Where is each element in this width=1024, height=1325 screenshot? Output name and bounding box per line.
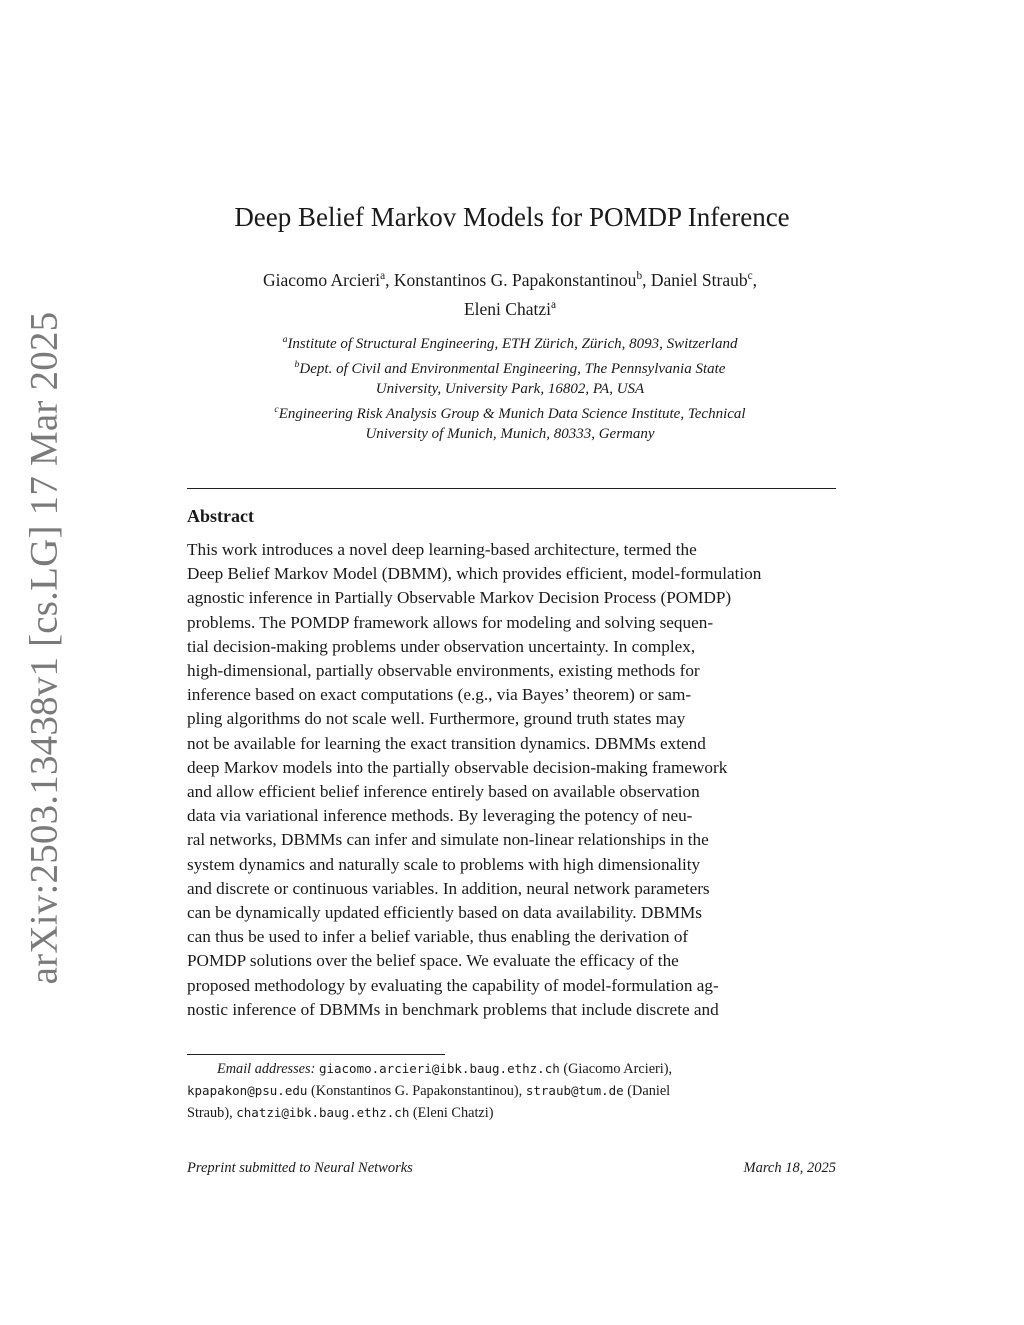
arxiv-sidebar-stamp: arXiv:2503.13438v1 [cs.LG] 17 Mar 2025 <box>22 311 66 985</box>
affiliation-a: $^a$Institute of Structural Engineering, ETH Zürich, Zürich, 8093, Switzerland <box>282 334 738 352</box>
footnote-line: Straub), chatzi@ibk.baug.ethz.ch (Eleni Chatzi) <box>187 1105 494 1121</box>
abstract-line: This work introduces a novel deep learning-based architecture, termed the <box>187 540 697 559</box>
affiliation-c-cont: University of Munich, Munich, 80333, Germany <box>365 426 655 442</box>
author-name: Daniel Straub <box>650 269 748 290</box>
email-link[interactable]: chatzi@ibk.baug.ethz.ch <box>236 1105 410 1120</box>
author-affil-mark: a <box>550 298 557 311</box>
paper-title: Deep Belief Markov Models for POMDP Inference <box>234 202 790 232</box>
email-link[interactable]: kpapakon@psu.edu <box>187 1083 308 1098</box>
footnote-line: kpapakon@psu.edu (Konstantinos G. Papakonstantinou), straub@tum.de (Daniel <box>187 1083 671 1099</box>
author-affil-mark: b <box>636 270 643 282</box>
affiliation-b-cont: University, University Park, 16802, PA, USA <box>375 381 645 397</box>
abstract-line: inference based on exact computations (e.g., via Bayes’ theorem) or sam- <box>187 685 692 705</box>
abstract-line: high-dimensional, partially observable environments, existing methods for <box>187 661 700 681</box>
footnote-rule <box>187 1054 445 1055</box>
abstract-line: problems. The POMDP framework allows for modeling and solving sequen- <box>187 612 714 632</box>
abstract-heading: Abstract <box>187 506 254 526</box>
email-footnote <box>187 1058 836 1124</box>
abstract-line: agnostic inference in Partially Observable Markov Decision Process (POMDP) <box>187 588 732 608</box>
abstract-line: pling algorithms do not scale well. Furthermore, ground truth states may <box>187 709 686 729</box>
abstract-line: POMDP solutions over the belief space. We evaluate the efficacy of the <box>187 951 679 971</box>
abstract-line: tial decision-making problems under observation uncertainty. In complex, <box>187 636 696 656</box>
abstract-line: system dynamics and naturally scale to problems with high dimensionality <box>187 854 701 874</box>
author-name: Eleni Chatzi <box>463 298 551 319</box>
abstract-line: and discrete or continuous variables. In addition, neural network parameters <box>187 878 710 898</box>
affiliation-b: $^b$Dept. of Civil and Environmental Engineering, The Pennsylvania State <box>294 358 726 377</box>
author-name: Konstantinos G. Papakonstantinou <box>393 269 637 290</box>
author-affil-mark: c <box>747 270 753 282</box>
abstract-line: deep Markov models into the partially observable decision-making framework <box>187 757 728 777</box>
abstract-line: ral networks, DBMMs can infer and simulate non-linear relationships in the <box>187 830 709 850</box>
affiliation-list <box>190 330 830 445</box>
abstract-line: not be available for learning the exact transition dynamics. DBMMs extend <box>187 733 706 753</box>
author-name: Giacomo Arcieri <box>262 269 381 290</box>
abstract-line: nostic inference of DBMMs in benchmark problems that include discrete and <box>187 999 719 1019</box>
footnote-line: Email addresses: giacomo.arcieri@ibk.baug.ethz.ch (Giacomo Arcieri), <box>217 1061 673 1077</box>
author-affil-mark: a <box>380 270 386 282</box>
abstract-line: can thus be used to infer a belief variable, thus enabling the derivation of <box>187 927 689 947</box>
abstract-line: and allow efficient belief inference entirely based on available observation <box>187 782 700 802</box>
abstract-line: proposed methodology by evaluating the capability of model-formulation ag- <box>187 975 719 995</box>
affiliation-c: $^c$Engineering Risk Analysis Group & Munich Data Science Institute, Technical <box>274 403 746 422</box>
email-link[interactable]: straub@tum.de <box>525 1083 624 1098</box>
abstract-line: data via variational inference methods. By leveraging the potency of neu- <box>187 806 693 826</box>
email-label: Email addresses: <box>217 1061 316 1077</box>
abstract-line: Deep Belief Markov Model (DBMM), which provides efficient, model-formulation <box>187 564 762 584</box>
preprint-date: March 18, 2025 <box>743 1160 836 1176</box>
abstract-line: can be dynamically updated efficiently based on data availability. DBMMs <box>187 903 702 923</box>
preprint-note: Preprint submitted to Neural Networks <box>187 1160 413 1176</box>
abstract-top-rule <box>187 488 836 489</box>
author-list: Giacomo Arcieri$^a$, Konstantinos G. Papakonstantinou$^b$, Daniel Straub$^c$, Eleni Chatzi$^a$ <box>262 269 758 319</box>
abstract-body <box>187 538 867 1022</box>
email-link[interactable]: giacomo.arcieri@ibk.baug.ethz.ch <box>318 1061 560 1076</box>
